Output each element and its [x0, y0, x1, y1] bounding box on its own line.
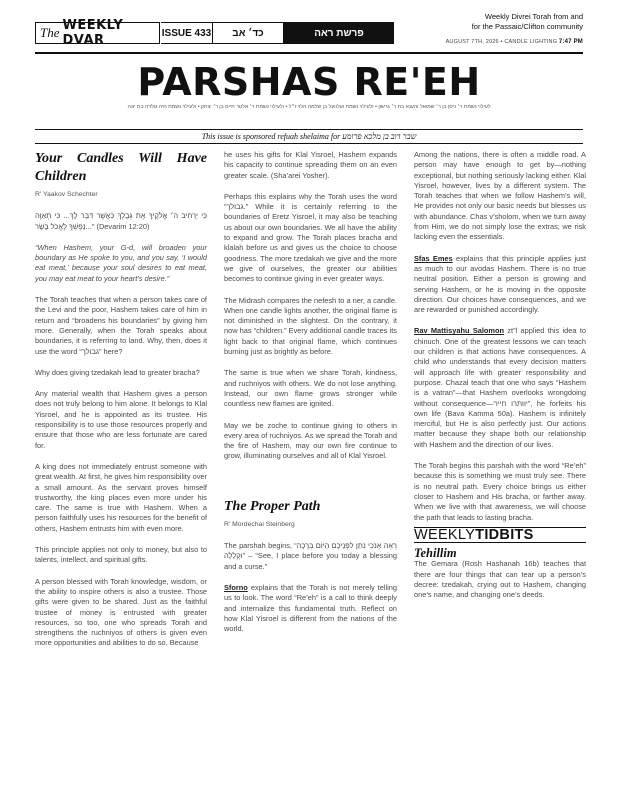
tidbits-weekly: WEEKLY: [414, 526, 476, 543]
paragraph: [414, 326, 586, 450]
paragraph: [414, 254, 586, 316]
candle-time: 7:47 PM: [558, 39, 583, 45]
column-2: [224, 150, 397, 645]
paragraph: he uses his gifts for Klal Yisroel, Hashem expands his capacity to continue spreading them on an even greater scale. (Sha’arei Yosher).: [224, 150, 397, 180]
paragraph: This principle applies not only to money, but also to talents, intellect, and spiritual gifts.: [35, 545, 207, 565]
hebrew-verse: [35, 211, 207, 232]
logo: [35, 18, 160, 48]
article-byline: R' Yaakov Schechter: [35, 191, 98, 198]
translation-quote: “When Hashem, your G-d, will broaden your boundary as He spoke to you, and you say, ‘I would eat meat,’ because your soul desires to eat meat, you may eat meat to your heart’s desire.”: [35, 242, 207, 283]
logo-wordmark: WEEKLY DVAR: [62, 18, 124, 48]
tehillim-heading: Tehillim: [414, 546, 457, 561]
column-3: [414, 150, 586, 612]
sponsor-banner: This issue is sponsored refuah shelaima for שבר דוב בן מלכא פרומע: [35, 129, 583, 144]
parsha-hebrew-label: פרשת ראה: [284, 22, 394, 44]
paragraph: Why does giving tzedakah lead to greater bracha?: [35, 367, 200, 377]
sfas-emes-name: Sfas Emes: [414, 253, 453, 263]
page-title: PARSHAS RE'EH: [137, 60, 481, 104]
issue-number: ISSUE 433: [161, 22, 213, 44]
date-meta: AUGUST 7TH, 2026 • CANDLE LIGHTING: [445, 39, 558, 45]
tidbits-bold: TIDBITS: [475, 526, 534, 543]
article-heading-proper-path: The Proper Path: [224, 498, 321, 514]
paragraph-text: explains that this principle applies just as much to our avodas Hashem. There is no true neutral position. Either a person is growing and serving Hashem, or he is moving in the opposite direction. Our choices have consequences, and we are rewarded or punished accordingly.: [414, 253, 587, 315]
paragraph: [224, 583, 397, 634]
dedication-line: לעילוי נשמת ר׳ ניסן בן ר׳ שמואל והענא בת ר׳ גרשון • ולעילוי נשמת ועלוועל בן שלמה הלוי ז״ל • ולעילוי נשמת ר׳ אלטר חיים בן ר׳ יצחק • ולעילוי נשמת חיה גולדה בת יונה: [127, 104, 491, 110]
article-byline: R' Mordechai Steinberg: [224, 520, 295, 528]
paragraph-text: explains that the Torah is not merely telling us to look. The word “Re’eh” is a call to think deeply and internalize this fundamental truth. Reflect on how Klal Yisroel is different from the nations of the world.: [224, 582, 397, 634]
verse-citation: ..." (Devarim 12:20): [85, 221, 150, 231]
rav-salomon-name: Rav Mattisyahu Salomon: [414, 326, 505, 336]
column-1: [35, 150, 207, 660]
paragraph: A king does not immediately entrust someone with great wealth. At first, he gives him responsibility over a small amount. As the servant proves himself trustworthy, the king places even more under his care. The same is true with Hashem. When a person faithfully uses his resources for the benefit of others, Hashem entrusts him with even more.: [35, 461, 207, 533]
paragraph: The parshah begins, “רְאֵה אָנֹכִי נֹתֵן לִפְנֵיכֶם הַיּוֹם בְּרָכָה וּקְלָלָה” – “See, I place before you today a blessing and a curse.”: [224, 541, 397, 571]
hebrew-quote: כִּי יַרְחִיב ה׳ אֱלֹקֶיךָ אֶת גְּבֻלְךָ כַּאֲשֶׁר דִּבֶּר לָךְ... כִּי תְאַוֶּה נַפְשְׁךָ לֶאֱכֹל בָּשָׂר: [35, 211, 207, 231]
paragraph: The Torah begins this parshah with the word “Re’eh” because this is something we must truly see. There is no neutral path. Every choice brings us either closer to Hashem and His bracha, or farther away. When we live with that awareness, we will choose the path that leads to lasting bracha.: [414, 461, 586, 522]
paragraph: A person blessed with Torah knowledge, wisdom, or the ability to inspire others is also a trustee. Those gifts were given to be shared. Just as the faithful trustee of money is entrusted with greater resources, so too, one who spreads Torah and strengthens the ruchniyos of others is given even more opportunities and abilities to do so. Because: [35, 576, 207, 648]
paragraph: The Midrash compares the nefesh to a ner, a candle. When one candle lights another, the original flame is not diminished in the slightest. On the contrary, it now has “children.” Every additional candle traces its light back to that original flame, which continues burning just as brightly as before.: [224, 295, 397, 357]
paragraph: Any material wealth that Hashem gives a person does not truly belong to him alone. It belongs to Klal Yisroel, and he is appointed as its trustee. His responsibility is to use those resources properly and ensure that those who are less fortunate are cared for.: [35, 389, 207, 450]
tagline-line-2: for the Passaic/Clifton community: [471, 22, 583, 31]
paragraph: The Torah teaches that when a person takes care of the Levi and the poor, Hashem takes care of him in return and “broadens his boundaries” by giving him more. Generally, when the Torah speaks about boundaries, it is referring to land. Why, then, does it use the word “גבולך” here?: [35, 295, 207, 356]
date-candle-lighting: [383, 37, 583, 47]
paragraph: Perhaps this explains why the Torah uses the word “גבולך.” While it is certainly referring to the boundaries of Eretz Yisroel, it may also be teaching us about our own boundaries. We all have the ability to expand and grow. The Torah places bracha and klalah before us and gives us the choice to choose goodness. The more tzedakah we give and the more we give of ourselves, the greater our abilities becomes to continue giving in ever greater ways.: [224, 191, 397, 284]
tagline-line-1: Weekly Divrei Torah from and: [484, 12, 583, 21]
sforno-name: Sforno: [224, 582, 248, 592]
masthead-info: [383, 12, 583, 47]
paragraph: May we be zoche to continue giving to others in every area of ruchniyos. As we spread the Torah and the fire of Hashem, may our own fire continue to grow, illuminating ourselves and all of Klal Yisroel.: [224, 420, 397, 461]
weekly-tidbits-header: [414, 527, 586, 543]
logo-the: The: [40, 25, 60, 40]
hebrew-date: כד׳ אב: [213, 22, 284, 44]
header-rule: [35, 52, 583, 54]
paragraph: Among the nations, there is often a middle road. A person may have enough to get by—nothing exceptional, but nothing seriously lacking either. Klal Yisroel, however, lives by a different system. The Torah teaches that when we follow Hashem’s will, He provides not only our basic needs but blesses us with abundance. Chas v’sholom, when we turn away from Him, we do not simply lose the extras; we risk lacking even the essentials.: [414, 150, 586, 242]
tehillim-text: The Gemara (Rosh Hashanah 16b) teaches that there are four things that can tear up a person’s decree: tzedakah, crying out to Hashem, changing one’s name, and changing one’s deeds.: [414, 559, 586, 600]
paragraph-text: zt”l applied this idea to chinuch. One of the greatest lessons we can teach our children is that actions have consequences. A child who understands that every decision matters will approach life with greater responsibility and purpose. Chazal teach that one who says “Hashem is a vatran”—that Hashem overlooks wrongdoing without consequence—“יוותרו חייו”, he forfeits his own life (Bava Kamma 50a). Hashem is infinitely merciful, but He is also perfectly just. Our actions matter because they shape both our relationship with Hashem and the direction of our lives.: [414, 326, 586, 449]
article-heading-candles: Your Candles Will Have Children: [35, 151, 207, 184]
paragraph: The same is true when we share Torah, kindness, and ruchniyos with others. We do not lose anything. Instead, our own flame grows stronger while countless new flames are ignited.: [224, 368, 397, 409]
masthead: [35, 12, 583, 48]
